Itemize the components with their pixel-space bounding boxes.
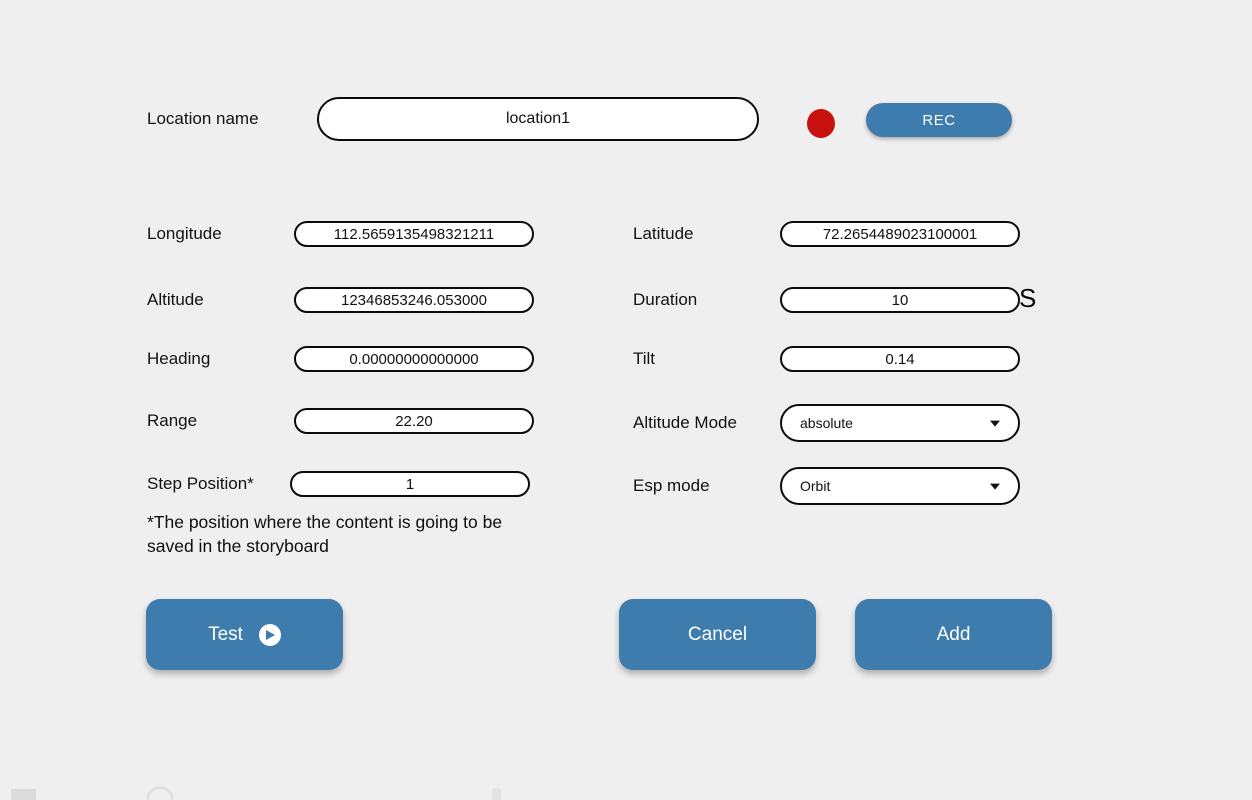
esp-mode-label: Esp mode bbox=[633, 476, 710, 495]
esp-mode-value: Orbit bbox=[800, 478, 831, 494]
longitude-input[interactable] bbox=[294, 221, 534, 247]
altitude-label: Altitude bbox=[147, 290, 204, 309]
add-button[interactable] bbox=[855, 599, 1052, 670]
test-button-label: Test bbox=[208, 623, 243, 645]
play-icon bbox=[259, 624, 281, 646]
duration-label: Duration bbox=[633, 290, 698, 309]
chevron-down-icon bbox=[990, 484, 1000, 490]
cancel-button-label: Cancel bbox=[687, 623, 748, 645]
rec-button[interactable]: REC bbox=[866, 103, 1012, 137]
altitude-mode-value: absolute bbox=[800, 415, 853, 431]
heading-label: Heading bbox=[147, 349, 211, 368]
cancel-button[interactable] bbox=[619, 599, 816, 670]
record-dot-icon bbox=[807, 109, 835, 138]
cutoff-fragment bbox=[492, 788, 501, 800]
step-position-footnote-line1: *The position where the content is going to be bbox=[147, 512, 503, 532]
range-input[interactable] bbox=[294, 408, 534, 434]
step-position-input[interactable] bbox=[290, 471, 530, 497]
step-position-label: Step Position* bbox=[147, 474, 254, 493]
tilt-label: Tilt bbox=[633, 349, 656, 368]
step-position-footnote-line2: saved in the storyboard bbox=[147, 536, 329, 556]
heading-input[interactable] bbox=[294, 346, 534, 372]
chevron-down-icon bbox=[990, 421, 1000, 427]
cutoff-fragment bbox=[11, 789, 36, 800]
latitude-input[interactable] bbox=[780, 221, 1020, 247]
longitude-label: Longitude bbox=[147, 224, 222, 243]
altitude-input[interactable] bbox=[294, 287, 534, 313]
add-button-label: Add bbox=[936, 623, 971, 645]
tilt-input[interactable] bbox=[780, 346, 1020, 372]
altitude-mode-select[interactable] bbox=[780, 404, 1020, 442]
cutoff-fragment bbox=[146, 786, 174, 800]
location-name-label: Location name bbox=[147, 109, 259, 128]
test-button[interactable] bbox=[146, 599, 343, 670]
latitude-label: Latitude bbox=[633, 224, 694, 243]
esp-mode-select[interactable] bbox=[780, 467, 1020, 505]
altitude-mode-label: Altitude Mode bbox=[633, 413, 737, 432]
duration-seconds-suffix: S bbox=[1019, 283, 1037, 313]
location-name-input[interactable] bbox=[317, 97, 759, 141]
duration-input[interactable] bbox=[780, 287, 1020, 313]
range-label: Range bbox=[147, 411, 198, 430]
